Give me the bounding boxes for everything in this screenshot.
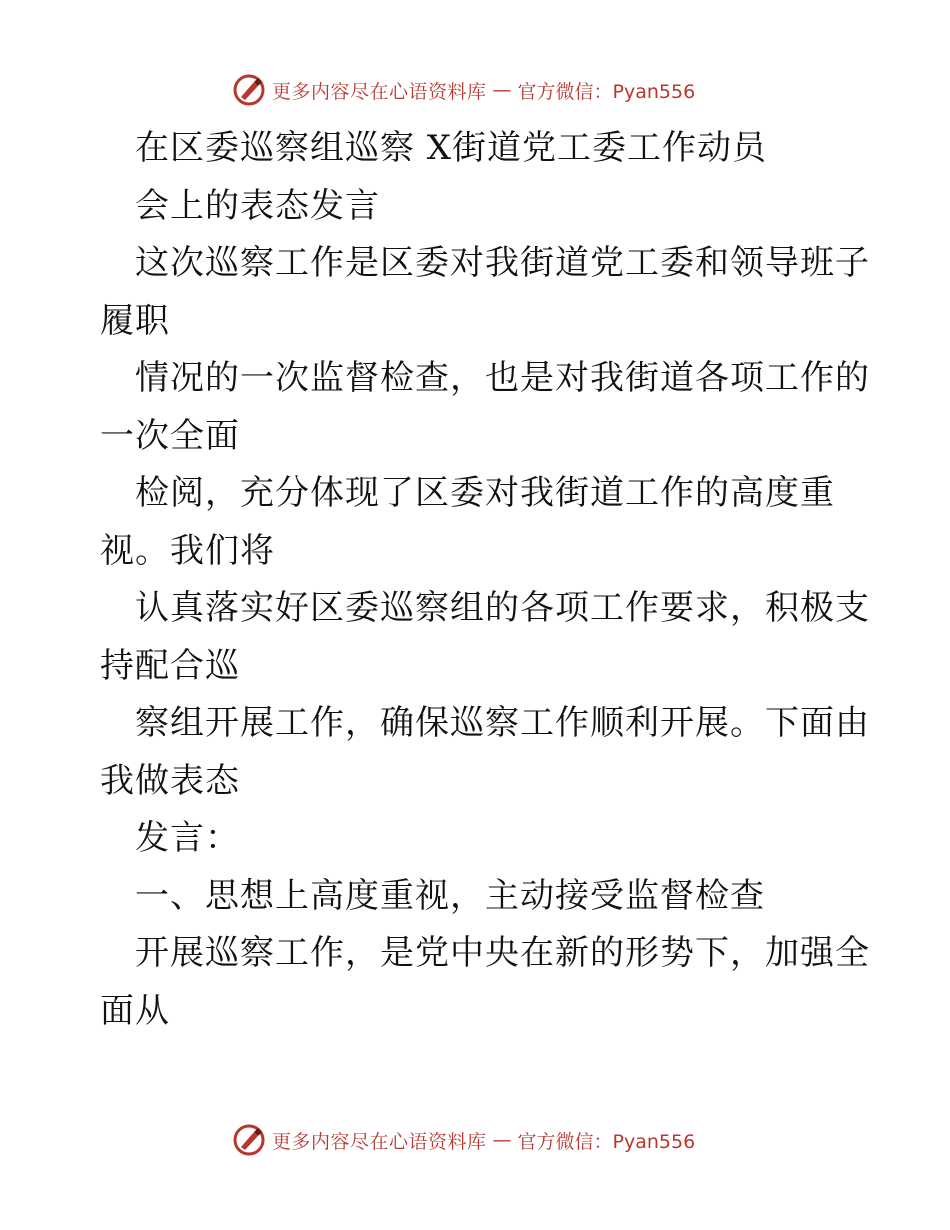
doc-line: 我做表态	[100, 760, 240, 801]
banner-separator: —	[492, 1129, 512, 1151]
doc-line: 面从	[100, 990, 170, 1031]
section-heading: 一、思想上高度重视，主动接受监督检查	[135, 875, 765, 916]
brand-logo-icon	[232, 1123, 266, 1157]
doc-line: 情况的一次监督检查，也是对我街道各项工作的	[135, 358, 870, 398]
header-banner	[232, 70, 695, 110]
doc-line: 开展巡察工作，是党中央在新的形势下，加强全	[135, 933, 870, 973]
doc-line: 认真落实好区委巡察组的各项工作要求，积极支	[135, 588, 870, 628]
doc-line-title-1: 在区委巡察组巡察 X街道党工委工作动员	[135, 128, 768, 168]
doc-line: 检阅，充分体现了区委对我街道工作的高度重	[135, 473, 835, 513]
banner-contact-text: 官方微信：Pyan556	[517, 1130, 696, 1153]
banner-contact-text: 官方微信：Pyan556	[517, 80, 696, 103]
banner-separator: —	[492, 79, 512, 101]
doc-line: 察组开展工作，确保巡察工作顺利开展。下面由	[135, 703, 870, 743]
doc-line: 这次巡察工作是区委对我街道党工委和领导班子	[135, 243, 870, 283]
banner-main-text: 更多内容尽在心语资料库	[272, 1130, 487, 1153]
brand-logo-icon	[232, 73, 266, 107]
footer-banner	[232, 1120, 695, 1160]
doc-line: 履职	[100, 300, 170, 341]
doc-line-title-2: 会上的表态发言	[135, 185, 380, 226]
doc-line: 发言：	[135, 818, 240, 858]
doc-line: 持配合巡	[100, 645, 240, 686]
document-body	[100, 120, 870, 1040]
doc-line: 一次全面	[100, 415, 240, 456]
doc-line: 视。我们将	[100, 530, 275, 571]
banner-main-text: 更多内容尽在心语资料库	[272, 80, 487, 103]
